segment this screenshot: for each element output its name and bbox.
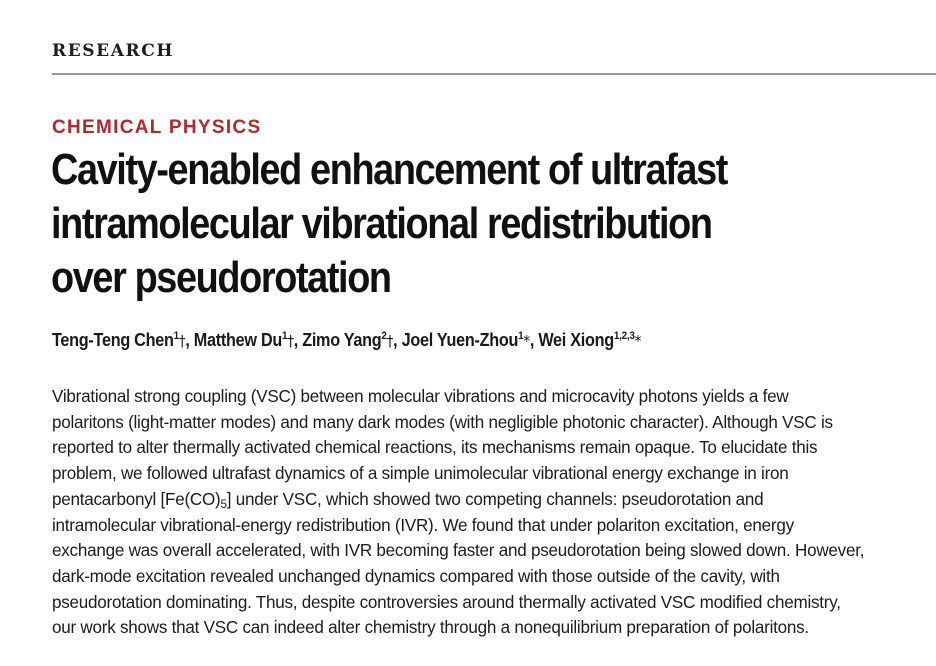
abstract-line: pseudorotation dominating. Thus, despite controversies around thermally activated VSC modified chemistry, xyxy=(52,591,841,612)
section-label: RESEARCH xyxy=(52,41,175,61)
abstract-line: exchange was overall accelerated, with IVR becoming faster and pseudorotation being slowed down. However, xyxy=(52,540,865,561)
abstract-line xyxy=(52,487,925,513)
abstract-line: intramolecular vibrational-energy redistribution (IVR). We found that under polariton excitation, energy xyxy=(52,514,794,535)
corresponding-author-mark: * xyxy=(523,332,530,350)
title-line: intramolecular vibrational redistribution xyxy=(51,199,712,248)
author-name: Wei Xiong xyxy=(538,330,614,350)
author-affiliation: 1,2,3 xyxy=(613,330,635,342)
title-line: Cavity-enabled enhancement of ultrafast xyxy=(51,145,727,194)
abstract-line: problem, we followed ultrafast dynamics of a simple unimolecular vibrational energy exchange in iron xyxy=(52,463,789,484)
abstract-line: our work shows that VSC can indeed alter chemistry through a nonequilibrium preparation of polaritons. xyxy=(52,617,809,638)
abstract-text: ] under VSC, which showed two competing channels: pseudorotation and xyxy=(226,488,764,509)
abstract-line: polaritons (light-matter modes) and many dark modes (with negligible photonic character). Although VSC is xyxy=(52,411,833,432)
abstract-line: reported to alter thermally activated chemical reactions, its mechanisms remain opaque. To elucidate this xyxy=(52,437,818,458)
equal-contribution-mark: † xyxy=(178,332,186,350)
author-list: Teng-Teng Chen$^1$†, Matthew Du$^1$†, Zimo Yang$^2$†, Joel Yuen-Zhou$^1$*, Wei Xiong$^{1,2,3}$* xyxy=(52,330,642,350)
equal-contribution-mark: † xyxy=(287,332,294,350)
article-title xyxy=(51,143,791,305)
equal-contribution-mark: † xyxy=(386,332,394,350)
author-name: Matthew Du xyxy=(193,330,283,350)
author-affiliation: 1 xyxy=(282,330,288,342)
author-affiliation: 1 xyxy=(173,330,179,342)
author-affiliation: 1 xyxy=(518,330,524,342)
abstract-text: pentacarbonyl [Fe(CO) xyxy=(52,488,221,509)
header-divider xyxy=(52,73,936,75)
author-name: Zimo Yang xyxy=(302,330,382,350)
author-affiliation: 2 xyxy=(381,330,387,342)
title-line: over pseudorotation xyxy=(51,253,391,302)
author-name: Teng-Teng Chen xyxy=(52,330,174,350)
article-category: CHEMICAL PHYSICS xyxy=(52,117,262,138)
author-name: Joel Yuen-Zhou xyxy=(401,330,519,350)
corresponding-author-mark: * xyxy=(634,332,642,350)
abstract-line: dark-mode excitation revealed unchanged dynamics compared with those outside of the cavity, with xyxy=(52,565,780,586)
subscript: 5 xyxy=(220,496,227,511)
abstract-line: Vibrational strong coupling (VSC) between molecular vibrations and microcavity photons yields a few xyxy=(52,386,789,406)
abstract xyxy=(52,384,925,641)
